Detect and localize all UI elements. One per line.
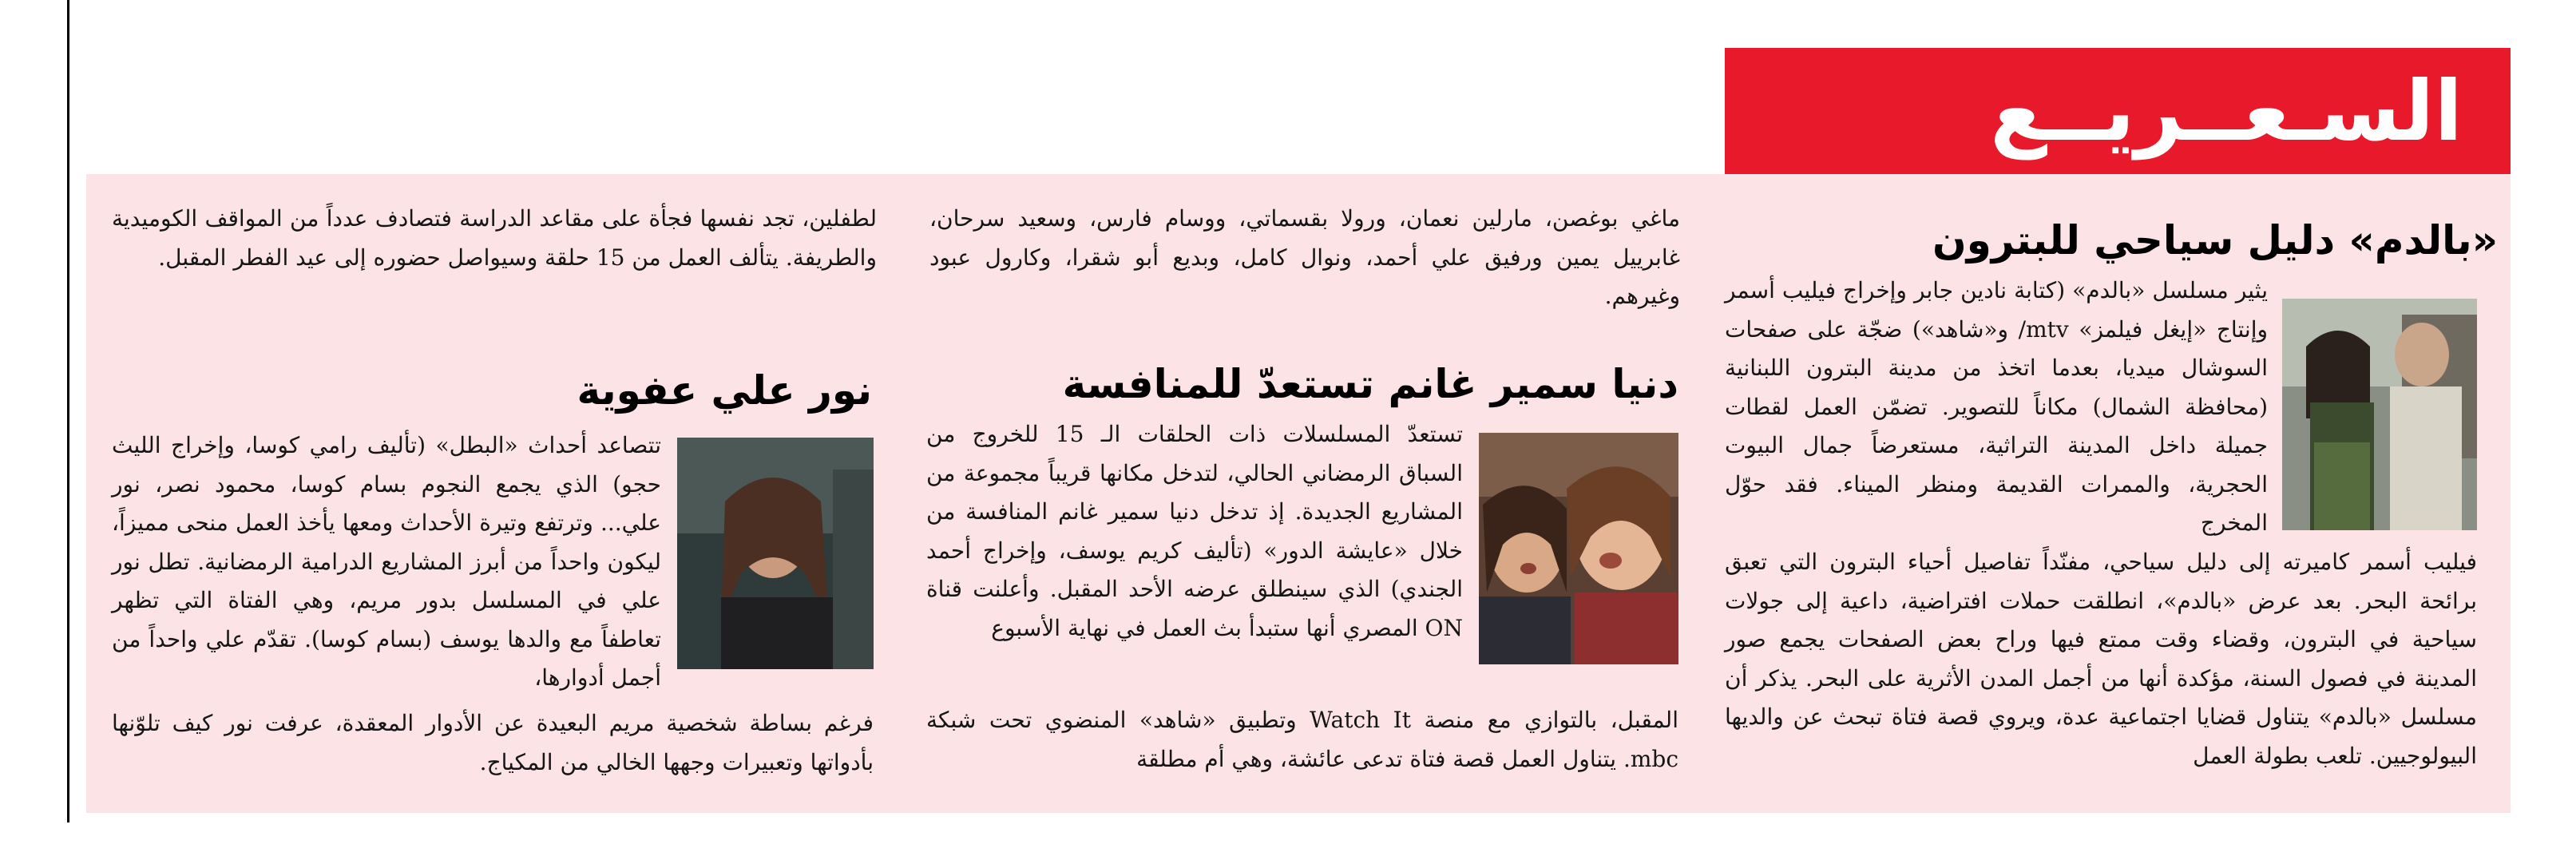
article-nour-headline: نور علي عفوية	[577, 367, 872, 414]
page-gutter-rule	[67, 0, 69, 822]
article-nour-body-wrap: تتصاعد أحداث «البطل» (تأليف رامي كوسا، وإخراج الليث حجو) الذي يجمع النجوم بسام كوسا، محمود نصر، نور علي... وترتفع وتيرة الأحداث ومعها يأخذ العمل منحى مميزاً، ليكون واحداً من أبرز المشاريع الدرامية الرمضانية. تطل نور علي في المسلسل بدور مريم، وهي الفتاة التي تظهر تعاطفاً مع والدها يوسف (بسام كوسا). تقدّم علي واحداً من أجمل أدوارها،	[112, 432, 661, 691]
article-nour-body: فرغم بساطة شخصية مريم البعيدة عن الأدوار المعقدة، عرفت نور كيف تلوّنها بأدواتها وتعبيرات وجهها الخالي من المكياج.	[112, 710, 874, 775]
article-donia-headline: دنيا سمير غانم تستعدّ للمنافسة	[1062, 361, 1678, 407]
article-donia-body-wrap: تستعدّ المسلسلات ذات الحلقات الـ 15 للخروج من السباق الرمضاني الحالي، لتدخل مكانها قريباً مجموعة من المشاريع الجديدة. إذ تدخل دنيا سمير غانم المنافسة من خلال «عايشة الدور» (تأليف كريم يوسف، وإخراج أحمد الجندي) الذي سينطلق عرضه الأحد المقبل. وأعلنت قناة ON المصري أنها ستبدأ بث العمل في نهاية الأسبوع	[926, 421, 1463, 641]
article-batroun-body: فيليب أسمر كاميرته إلى دليل سياحي، مفنّداً تفاصيل أحياء البترون التي تعبق برائحة البحر. بعد عرض «بالدم»، انطلقت حملات افتراضية، داعية إلى جولات سياحية في البترون، وقضاء وقت ممتع فيها وراح بعض الصفحات يجمع صور المدينة في فصول السنة، مؤكدة أنها من أجمل المدن الأثرية على البحر. يذكر أن مسلسل «بالدم» يتناول قضايا اجتماعية عدة، ويروي قصة فتاة تبحث عن والديها البيولوجيين. تلعب بطولة العمل	[1725, 549, 2477, 769]
article-nour-continuation: لطفلين، تجد نفسها فجأة على مقاعد الدراسة فتصادف عدداً من المواقف الكوميدية والطريفة. يتألف العمل من 15 حلقة وسيواصل حضوره إلى عيد الفطر المقبل.	[112, 205, 877, 271]
article-batroun-headline: «بالدم» دليل سياحي للبترون	[1932, 217, 2498, 264]
article-donia-body: المقبل، بالتوازي مع منصة Watch It وتطبيق «شاهد» المنضوي تحت شبكة mbc. يتناول العمل قصة فتاة تدعى عائشة، وهي أم مطلقة	[926, 707, 1678, 772]
section-title: السـعــريــع	[1990, 62, 2463, 160]
article-donia-photo	[1479, 433, 1678, 664]
article-batroun-photo	[2282, 299, 2477, 530]
article-batroun-body-wrap: يثير مسلسل «بالدم» (كتابة نادين جابر وإخراج فيليب أسمر وإنتاج «إيغل فيلمز» mtv/ و«شاهد») ضجّة على صفحات السوشال ميديا، بعدما اتخذ من مدينة البترون اللبنانية (محافظة الشمال) مكاناً للتصوير. تضمّن العمل لقطات جميلة داخل المدينة التراثية، مستعرضاً جمال البيوت الحجرية، والممرات القديمة ومنظر الميناء. فقد حوّل المخرج	[1725, 277, 2268, 536]
article-nour-photo	[677, 438, 874, 669]
section-banner	[1725, 48, 2511, 174]
article-donia-continuation: ماغي بوغصن، مارلين نعمان، ورولا بقسماتي، ووسام فارس، وسعيد سرحان، غابرييل يمين ورفيق علي أحمد، ونوال كامل، وبديع أبو شقرا، وكارول عبود وغيرهم.	[929, 205, 1681, 309]
